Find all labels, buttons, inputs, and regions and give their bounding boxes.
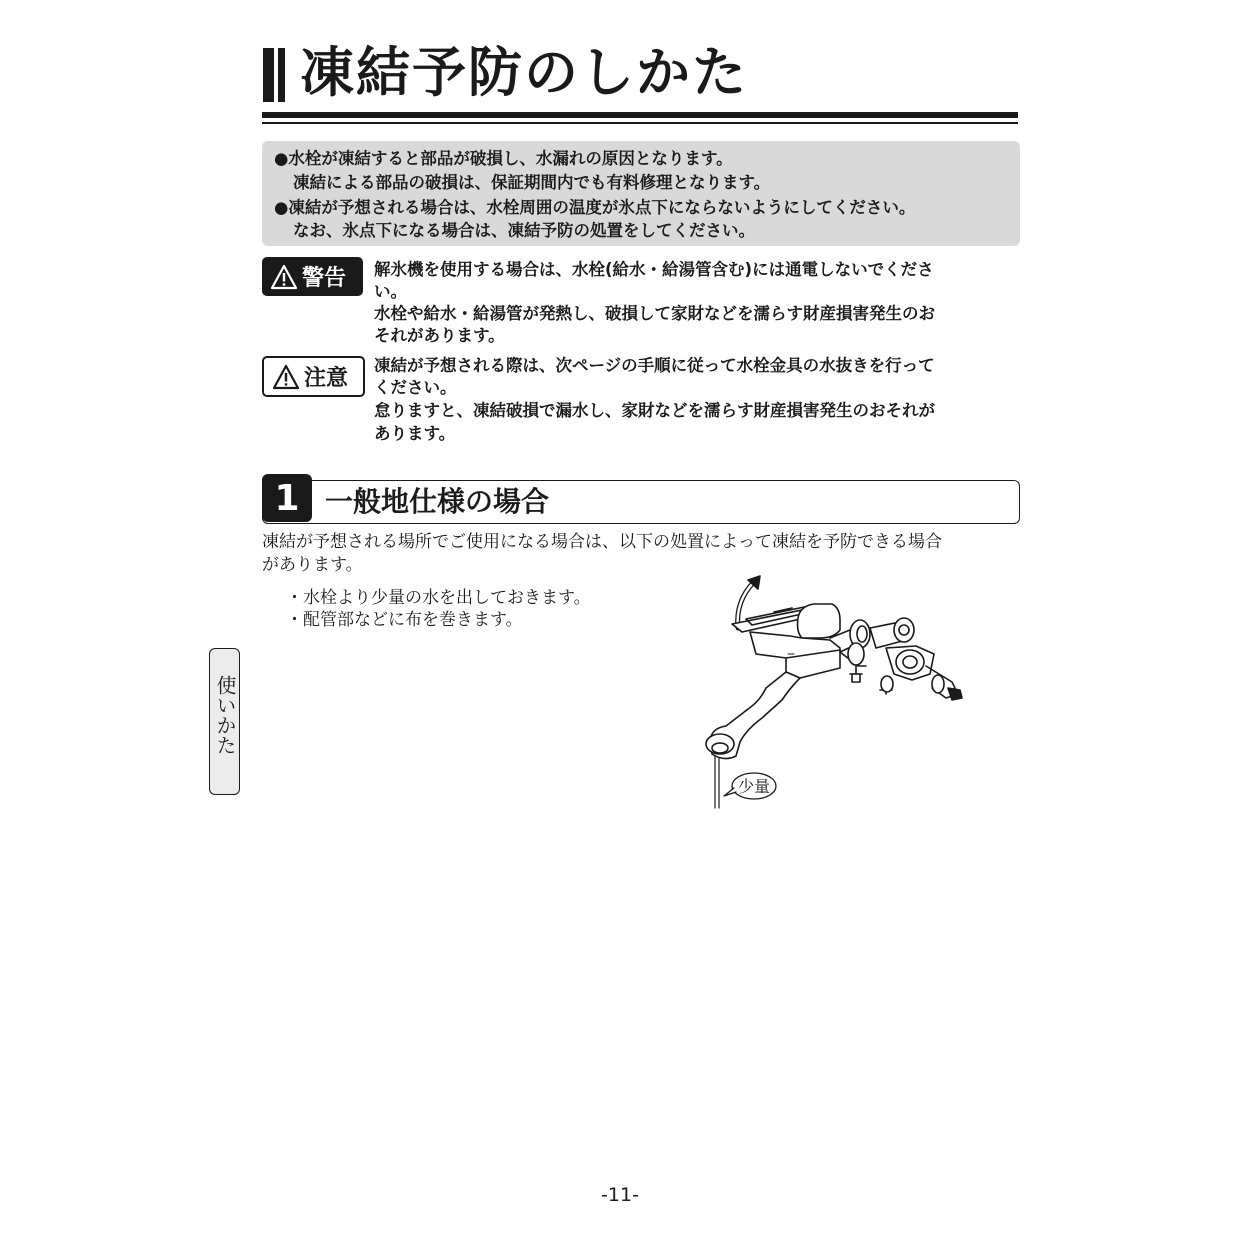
title-bar-thin <box>278 48 285 102</box>
notice-line: ●凍結が予想される場合は、水栓周囲の温度が氷点下にならないようにしてください。 <box>274 198 916 217</box>
faucet-illustration <box>690 570 980 815</box>
caution-badge <box>262 356 365 397</box>
notice-line: なお、氷点下になる場合は、凍結予防の処置をしてください。 <box>293 221 755 240</box>
side-tab[interactable] <box>209 648 240 795</box>
page-number: -11- <box>601 1184 639 1206</box>
warning-line: それがあります。 <box>374 326 505 345</box>
caution-line: 凍結が予想される際は、次ページの手順に従って水栓金具の水抜きを行って <box>374 356 935 375</box>
warning-line: 水栓や給水・給湯管が発熱し、破損して家財などを濡らす財産損害発生のお <box>374 304 935 323</box>
title-rule-thick <box>262 112 1018 118</box>
section-title: 一般地仕様の場合 <box>325 485 550 518</box>
title-rule-thin <box>262 122 1018 124</box>
warning-label: 警告 <box>302 266 347 291</box>
warning-triangle-icon <box>272 364 300 390</box>
small-amount-label: 少量 <box>737 777 771 796</box>
warning-line: 解氷機を使用する場合は、水栓(給水・給湯管含む)には通電しないでくださ <box>374 260 934 279</box>
bullet-item: ・水栓より少量の水を出しておきます。 <box>286 588 591 608</box>
bullet-item: ・配管部などに布を巻きます。 <box>286 610 523 630</box>
caution-line: ください。 <box>374 378 457 397</box>
title-bar-thick <box>263 48 274 102</box>
caution-line: あります。 <box>374 424 456 443</box>
page-title: 凍結予防のしかた <box>300 41 748 104</box>
side-tab-label: 使いかた <box>213 675 237 755</box>
warning-triangle-icon <box>270 264 298 290</box>
section-number: 1 <box>262 474 312 522</box>
notice-box <box>262 141 1020 246</box>
section-intro-line: 凍結が予想される場所でご使用になる場合は、以下の処置によって凍結を予防できる場合 <box>262 532 942 552</box>
caution-label: 注意 <box>304 366 349 391</box>
section-intro-line: があります。 <box>262 555 363 575</box>
notice-line: ●水栓が凍結すると部品が破損し、水漏れの原因となります。 <box>274 149 733 168</box>
notice-line: 凍結による部品の破損は、保証期間内でも有料修理となります。 <box>293 173 771 192</box>
caution-line: 怠りますと、凍結破損で漏水し、家財などを濡らす財産損害発生のおそれが <box>374 401 935 420</box>
warning-line: い。 <box>374 282 407 301</box>
warning-badge <box>262 257 363 296</box>
